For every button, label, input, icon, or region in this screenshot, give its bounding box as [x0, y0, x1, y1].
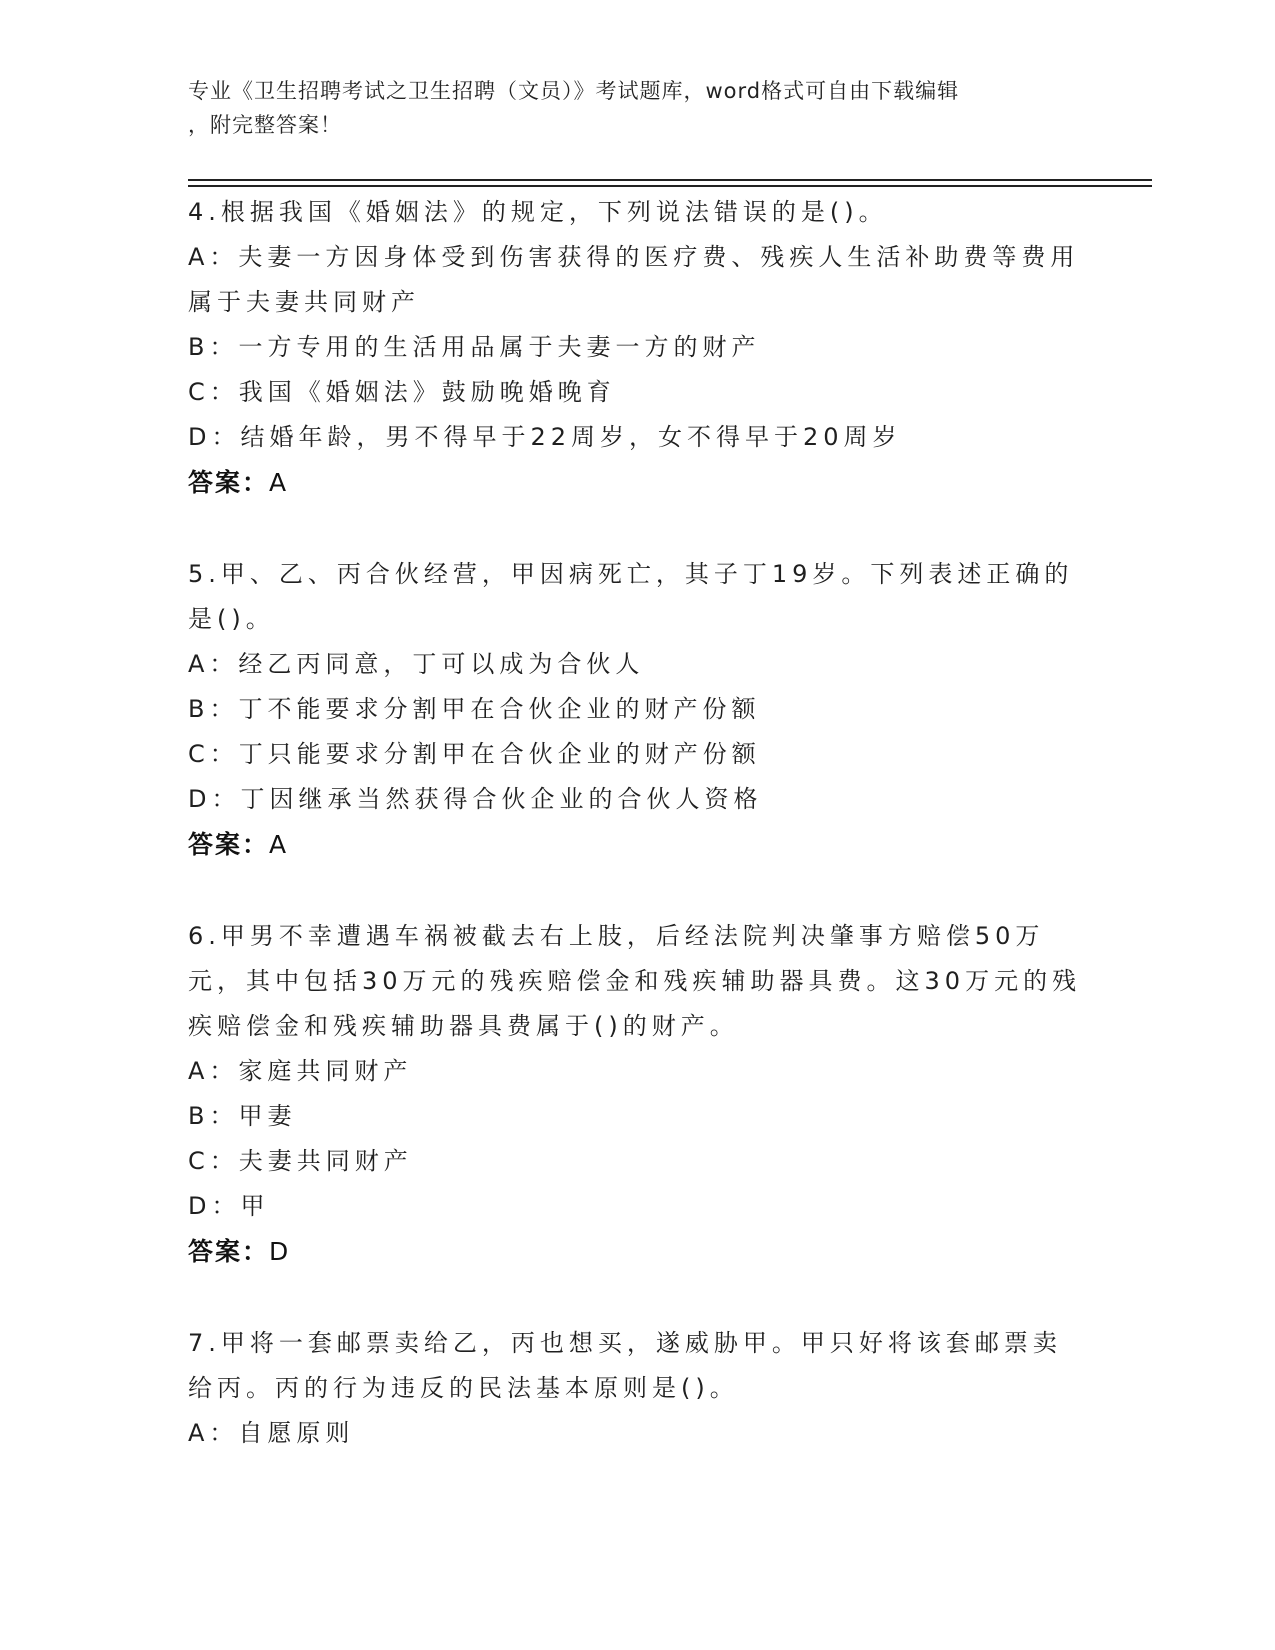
- answer-label: 答案：: [188, 1237, 270, 1266]
- answer-value: A: [269, 468, 289, 497]
- option-d: D：丁因继承当然获得合伙企业的合伙人资格: [188, 785, 763, 813]
- question-stem: 7.甲将一套邮票卖给乙，丙也想买，遂威胁甲。甲只好将该套邮票卖给丙。丙的行为违反的民法基本原则是()。: [188, 1329, 1062, 1402]
- option-a: A：自愿原则: [188, 1419, 355, 1447]
- option-b: B：甲妻: [188, 1102, 297, 1130]
- header-divider-bottom: [188, 185, 1152, 187]
- header-divider-top: [188, 179, 1152, 181]
- question-stem: 6.甲男不幸遭遇车祸被截去右上肢，后经法院判决肇事方赔偿50万元，其中包括30万元的残疾赔偿金和残疾辅助器具费。这30万元的残疾赔偿金和残疾辅助器具费属于()的财产。: [188, 922, 1082, 1040]
- option-d: D：结婚年龄，男不得早于22周岁，女不得早于20周岁: [188, 423, 902, 451]
- option-c: C：丁只能要求分割甲在合伙企业的财产份额: [188, 740, 761, 768]
- option-c: C：夫妻共同财产: [188, 1147, 413, 1175]
- answer-value: D: [269, 1237, 291, 1266]
- answer-label: 答案：: [188, 830, 270, 859]
- option-c: C：我国《婚姻法》鼓励晚婚晚育: [188, 378, 616, 406]
- answer-line: [188, 822, 1088, 868]
- option-a: A：经乙丙同意，丁可以成为合伙人: [188, 650, 645, 678]
- document-header: [188, 74, 1068, 142]
- question-stem: 5.甲、乙、丙合伙经营，甲因病死亡，其子丁19岁。下列表述正确的是()。: [188, 560, 1074, 633]
- header-line-1: 专业《卫生招聘考试之卫生招聘（文员）》考试题库，word格式可自由下载编辑: [188, 79, 960, 103]
- header-line-2: ，附完整答案！: [188, 113, 342, 137]
- option-b: B：一方专用的生活用品属于夫妻一方的财产: [188, 333, 761, 361]
- answer-line: [188, 1229, 1088, 1275]
- option-b: B：丁不能要求分割甲在合伙企业的财产份额: [188, 695, 761, 723]
- option-a: A：家庭共同财产: [188, 1057, 413, 1085]
- question-4: [188, 190, 1088, 506]
- question-7: [188, 1321, 1088, 1456]
- question-stem: 4.根据我国《婚姻法》的规定，下列说法错误的是()。: [188, 198, 888, 226]
- answer-line: [188, 460, 1088, 506]
- question-list: [188, 190, 1088, 1502]
- answer-label: 答案：: [188, 468, 270, 497]
- question-6: [188, 914, 1088, 1275]
- answer-value: A: [269, 830, 289, 859]
- option-d: D：甲: [188, 1192, 270, 1220]
- option-a: A：夫妻一方因身体受到伤害获得的医疗费、残疾人生活补助费等费用属于夫妻共同财产: [188, 243, 1080, 316]
- question-5: [188, 552, 1088, 868]
